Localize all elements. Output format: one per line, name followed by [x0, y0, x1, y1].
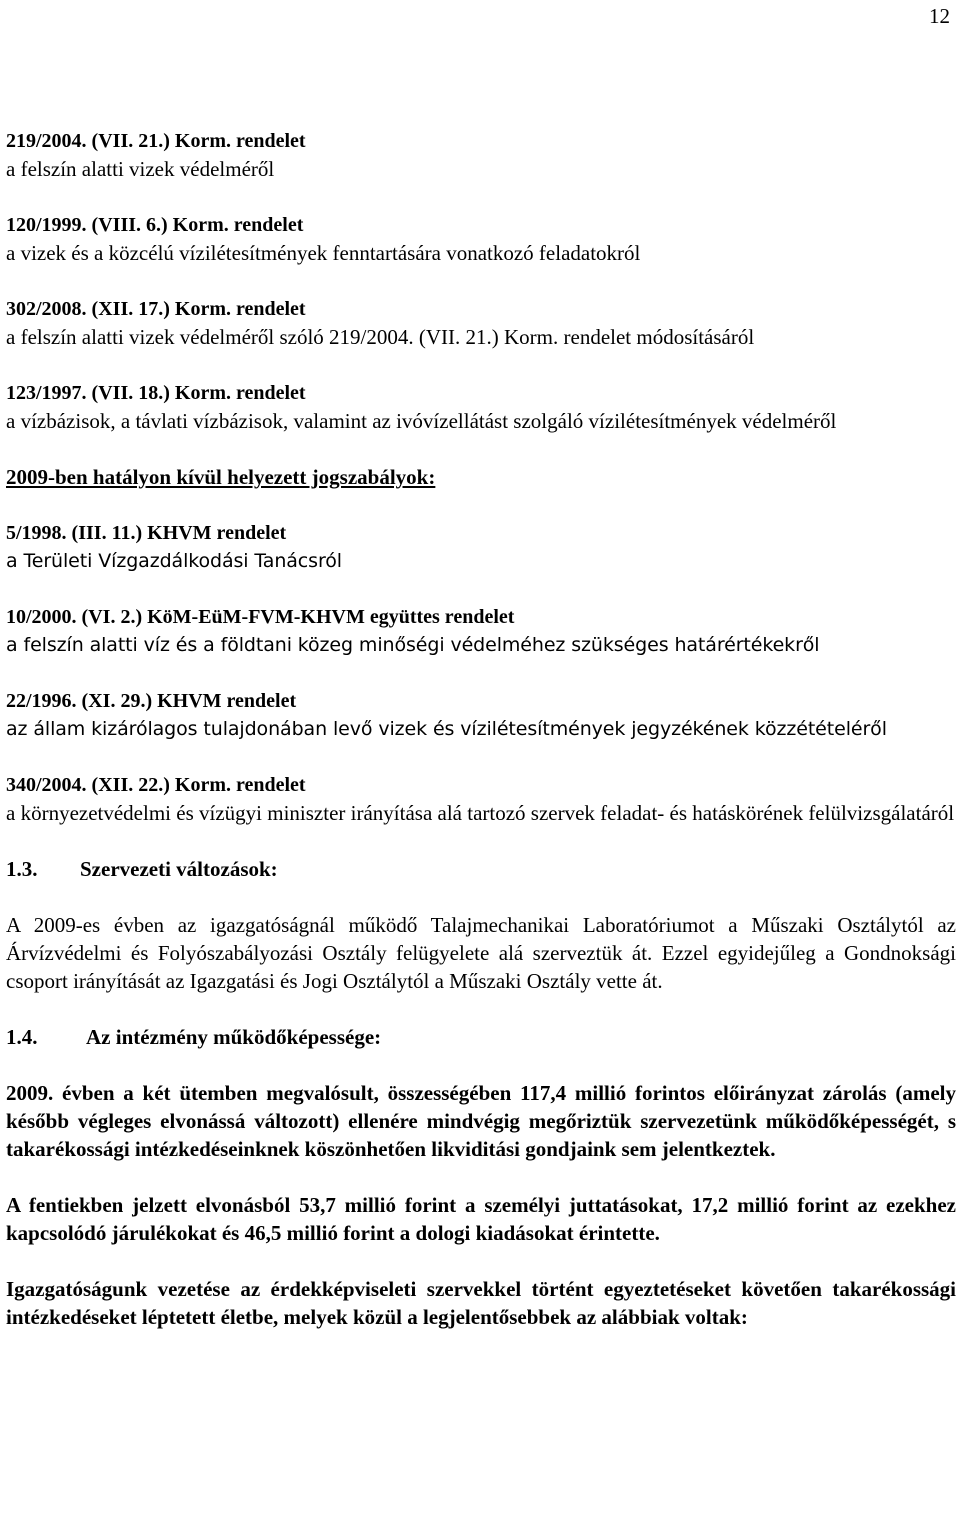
section-number: 1.3.: [6, 857, 38, 881]
section-heading-1-3: [6, 855, 956, 883]
law-description: a felszín alatti víz és a földtani közeg minőségi védelméhez szükséges határértékekről: [6, 634, 820, 656]
law-description: a felszín alatti vizek védelméről: [6, 157, 275, 181]
section-title: Szervezeti változások:: [80, 857, 278, 881]
section-number: 1.4.: [6, 1025, 38, 1049]
law-title: 5/1998. (III. 11.) KHVM rendelet: [6, 522, 287, 544]
law-description: a vizek és a közcélú vízilétesítmények fenntartására vonatkozó feladatokról: [6, 241, 641, 265]
repealed-law-entry: [6, 771, 956, 827]
law-title: 340/2004. (XII. 22.) Korm. rendelet: [6, 774, 306, 796]
repealed-law-entry: [6, 519, 956, 575]
law-title: 120/1999. (VIII. 6.) Korm. rendelet: [6, 214, 304, 236]
paragraph: 2009. évben a két ütemben megvalósult, összességében 117,4 millió forintos előirányzat zárolás (amely később végleges elvonássá változott) ellenére mindvégig megőriztük szervezetünk működőképességét, s takarékossági intézkedéseinknek köszönhetően likviditási gondjaink sem jelentkeztek.: [6, 1081, 956, 1161]
law-description: a Területi Vízgazdálkodási Tanácsról: [6, 550, 342, 572]
document-body: [6, 127, 956, 1359]
law-title: 302/2008. (XII. 17.) Korm. rendelet: [6, 298, 306, 320]
law-description: a felszín alatti vizek védelméről szóló 219/2004. (VII. 21.) Korm. rendelet módosításáról: [6, 325, 755, 349]
law-title: 123/1997. (VII. 18.) Korm. rendelet: [6, 382, 306, 404]
repealed-law-entry: [6, 687, 956, 743]
section-title: Az intézmény működőképessége:: [86, 1025, 382, 1049]
law-description: a vízbázisok, a távlati vízbázisok, valamint az ivóvízellátást szolgáló vízilétesítmények védelméről: [6, 409, 837, 433]
repealed-laws-heading: 2009-ben hatályon kívül helyezett jogszabályok:: [6, 465, 436, 489]
law-title: 219/2004. (VII. 21.) Korm. rendelet: [6, 130, 306, 152]
law-title: 10/2000. (VI. 2.) KöM-EüM-FVM-KHVM együttes rendelet: [6, 606, 515, 628]
law-title: 22/1996. (XI. 29.) KHVM rendelet: [6, 690, 297, 712]
law-entry: [6, 127, 956, 183]
paragraph: A fentiekben jelzett elvonásból 53,7 millió forint a személyi juttatásokat, 17,2 millió forint az ezekhez kapcsolódó járulékokat és 46,5 millió forint a dologi kiadásokat érintette.: [6, 1193, 956, 1245]
section-heading-1-4: [6, 1023, 956, 1051]
law-description: a környezetvédelmi és vízügyi miniszter irányítása alá tartozó szervek feladat- és hatáskörének felülvizsgálatáról: [6, 801, 955, 825]
law-description: az állam kizárólagos tulajdonában levő vizek és vízilétesítmények jegyzékének közzétételéről: [6, 718, 887, 740]
law-entry: [6, 379, 956, 435]
paragraph: Igazgatóságunk vezetése az érdekképviseleti szervekkel történt egyeztetéseket követően takarékossági intézkedéseket léptetett életbe, melyek közül a legjelentősebbek az alábbiak voltak:: [6, 1277, 956, 1329]
law-entry: [6, 211, 956, 267]
repealed-law-entry: [6, 603, 956, 659]
law-entry: [6, 295, 956, 351]
paragraph: A 2009-es évben az igazgatóságnál működő Talajmechanikai Laboratóriumot a Műszaki Osztálytól az Árvízvédelmi és Folyószabályozási Osztály felügyelete alá szerveztük át. Ezzel egyidejűleg a Gondnoksági csoport irányítását az Igazgatási és Jogi Osztálytól a Műszaki Osztály vette át.: [6, 913, 956, 993]
page-number: 12: [929, 4, 950, 28]
